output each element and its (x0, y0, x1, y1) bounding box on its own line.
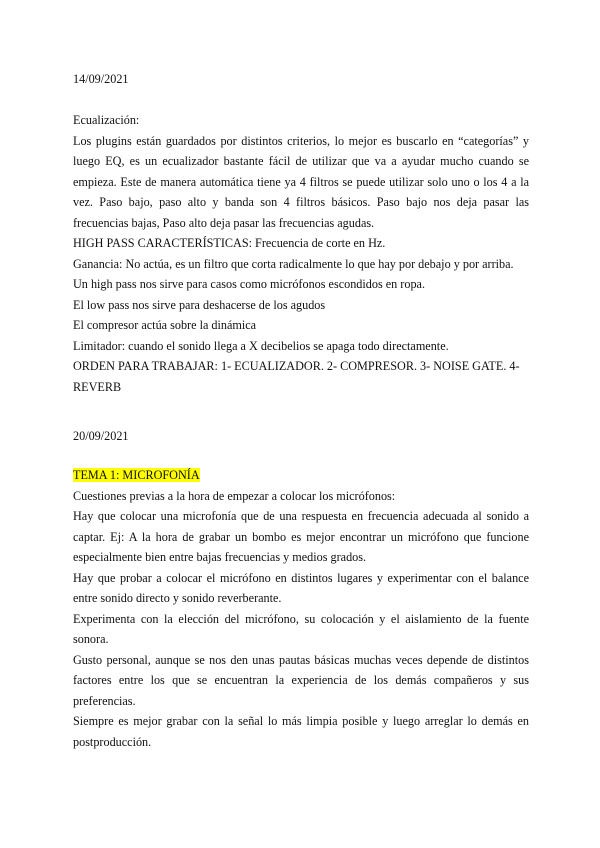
date-2: 20/09/2021 (73, 429, 129, 443)
line-ganancia: Ganancia: No actúa, es un filtro que corta radicalmente lo que hay por debajo y por arriba. (73, 256, 514, 271)
line-limitador: Limitador: cuando el sonido llega a X decibelios se apaga todo directamente. (73, 338, 449, 353)
paragraph-cuestiones: Cuestiones previas a la hora de empezar a colocar los micrófonos: (73, 488, 396, 503)
line-low-pass: El low pass nos sirve para deshacerse de los agudos (73, 297, 326, 312)
paragraph-gusto: Gusto personal, aunque se nos den unas pautas básicas muchas veces depende de distintos factores entre los que se encuentran la experiencia de los demás compañeros y sus preferencias. (73, 652, 529, 708)
paragraph-siempre: Siempre es mejor grabar con la señal lo más limpia posible y luego arreglar lo demás en postproducción. (73, 714, 529, 749)
section-microfonia (73, 465, 529, 752)
topic-title-row (73, 465, 529, 486)
topic-title: TEMA 1: MICROFONÍA (73, 468, 200, 482)
paragraph-respuesta: Hay que colocar una microfonía que de una respuesta en frecuencia adecuada al sonido a captar. Ej: A la hora de grabar un bombo es mejor encontrar un micrófono que funcione especialmente bien entre bajas frecuencias y medios grados. (73, 509, 529, 564)
line-compresor: El compresor actúa sobre la dinámica (73, 318, 257, 332)
line-high-pass: HIGH PASS CARACTERÍSTICAS: Frecuencia de corte en Hz. (73, 236, 386, 250)
date-1: 14/09/2021 (73, 72, 129, 86)
paragraph-experimenta: Experimenta con la elección del micrófono, su colocación y el aislamiento de la fuente sonora. (73, 611, 529, 646)
order-line: ORDEN PARA TRABAJAR: 1- ECUALIZADOR. 2- COMPRESOR. 3- NOISE GATE. 4- REVERB (73, 359, 520, 394)
line-high-pass-use: Un high pass nos sirve para casos como micrófonos escondidos en ropa. (73, 277, 426, 291)
section-ecualizacion (73, 110, 529, 397)
section-heading: Ecualización: (73, 113, 140, 127)
intro-paragraph: Los plugins están guardados por distintos criterios, lo mejor es buscarlo en “categorías” y luego EQ, es un ecualizador bastante fácil de utilizar que va a ayudar mucho cuando se empieza. Este de manera automática tiene ya 4 filtros se puede utilizar solo uno o los 4 a la vez. Paso bajo, paso alto y banda son 4 filtros básicos. Paso bajo nos deja pasar las frecuencias bajas, Paso alto deja pasar las frecuencias agudas. (73, 133, 529, 230)
paragraph-colocar: Hay que probar a colocar el micrófono en distintos lugares y experimentar con el balance entre sonido directo y sonido reverberante. (73, 570, 529, 605)
